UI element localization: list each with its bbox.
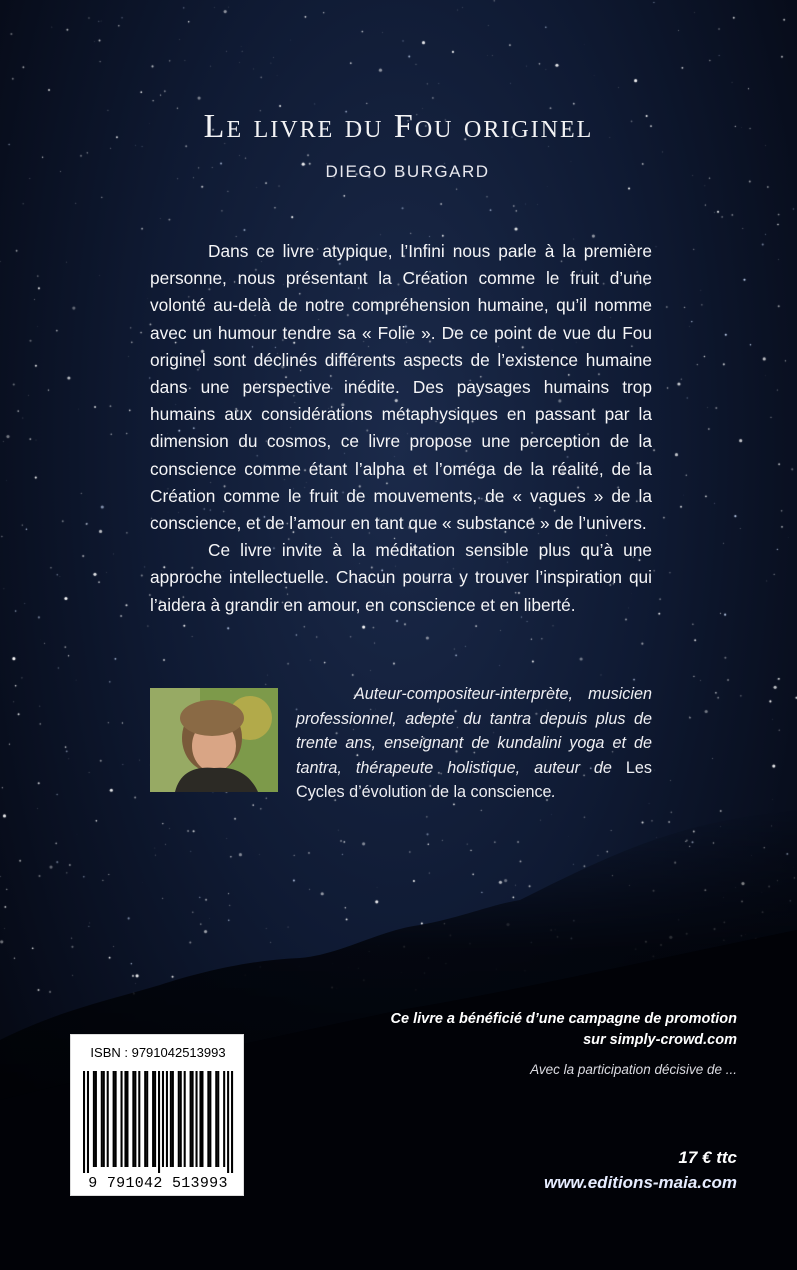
barcode-bar: [95, 1071, 97, 1167]
barcode-bar: [227, 1071, 229, 1173]
barcode-bar: [178, 1071, 180, 1167]
summary-paragraph-2: Ce livre invite à la méditation sensible plus qu’à une approche intellectuelle. Chacun pourra y trouver l’inspiration qui l’aidera à grandir en amour, en conscience et en liberté.: [150, 540, 652, 615]
barcode-bar: [172, 1071, 174, 1167]
barcode-digits: 9 791042 513993: [88, 1175, 228, 1192]
author-bio: [296, 682, 652, 805]
barcode-bar: [121, 1071, 123, 1167]
barcode-bar: [146, 1071, 148, 1167]
partner-line: Avec la participation décisive de ...: [530, 1062, 737, 1077]
barcode-bar: [180, 1071, 182, 1167]
book-title: Le livre du Fou originel: [203, 108, 594, 145]
barcode-bar: [162, 1071, 164, 1167]
barcode-bar: [192, 1071, 194, 1167]
barcode-bar: [207, 1071, 209, 1167]
barcode-bar: [138, 1071, 140, 1167]
summary-text: [150, 238, 652, 619]
barcode-bar: [132, 1071, 134, 1167]
barcode-bar: [184, 1071, 186, 1167]
barcode-bar: [231, 1071, 233, 1173]
barcode-bar: [107, 1071, 109, 1167]
barcode-bar: [126, 1071, 128, 1167]
barcode-bar: [223, 1071, 225, 1167]
barcode-bar: [196, 1071, 198, 1167]
isbn-label: ISBN : 9791042513993: [90, 1045, 226, 1060]
barcode-bar: [190, 1071, 192, 1167]
website-link[interactable]: www.editions-maia.com: [543, 1173, 737, 1192]
barcode-bar: [134, 1071, 136, 1167]
barcode-bar: [217, 1071, 219, 1167]
barcode-bar: [152, 1071, 154, 1167]
barcode-bar: [124, 1071, 126, 1167]
promo-line-2: sur simply-crowd.com: [583, 1032, 737, 1048]
barcode-bar: [101, 1071, 103, 1167]
barcode-bar: [154, 1071, 156, 1167]
promo-block: [380, 1009, 737, 1051]
barcode-bar: [103, 1071, 105, 1167]
barcode-bar: [83, 1071, 85, 1173]
barcode-bar: [209, 1071, 211, 1167]
barcode-bar: [115, 1071, 117, 1167]
author-name: DIEGO BURGARD: [325, 162, 490, 181]
summary-paragraph-1: Dans ce livre atypique, l’Infini nous parle à la première personne, nous présentant la Création comme le fruit d’une volonté au-delà de notre compréhension humaine, qu’il nomme avec un humour tendre sa « Folie ». De ce point de vue du Fou originel sont déclinés différents aspects de l’existence humaine dans une perspective inédite. Des paysages humains trop humains aux considérations métaphysiques en passant par la dimension du cosmos, ce livre propose une perception de la conscience comme étant l’alpha et l’oméga de la réalité, de la Création comme le fruit de mouvements, de « vagues » de la conscience, et de l’amour en tant que « substance » de l’univers.: [150, 241, 652, 534]
bio-end: .: [551, 783, 557, 802]
barcode-bar: [87, 1071, 89, 1173]
barcode-bar: [93, 1071, 95, 1167]
author-photo: [150, 688, 278, 792]
barcode-bars: [81, 1071, 235, 1173]
barcode-bar: [158, 1071, 160, 1173]
bio-book-title: Les Cycles d’évolution de la conscience: [296, 758, 652, 802]
barcode-bar: [215, 1071, 217, 1167]
promo-line-1: Ce livre a bénéficié d’une campagne de promotion: [390, 1011, 737, 1027]
barcode-bar: [170, 1071, 172, 1167]
price-label: 17 € ttc: [678, 1148, 737, 1167]
author-portrait-image: [150, 688, 278, 792]
barcode: [70, 1034, 244, 1196]
barcode-bar: [113, 1071, 115, 1167]
barcode-bar: [144, 1071, 146, 1167]
bio-text: Auteur-compositeur-interprète, musicien professionnel, adepte du tantra depuis plus de trente ans, enseignant de kundalini yoga et de tantra, thérapeute holistique, auteur de: [296, 685, 652, 777]
barcode-bar: [199, 1071, 201, 1167]
barcode-bar: [201, 1071, 203, 1167]
barcode-bar: [166, 1071, 168, 1167]
